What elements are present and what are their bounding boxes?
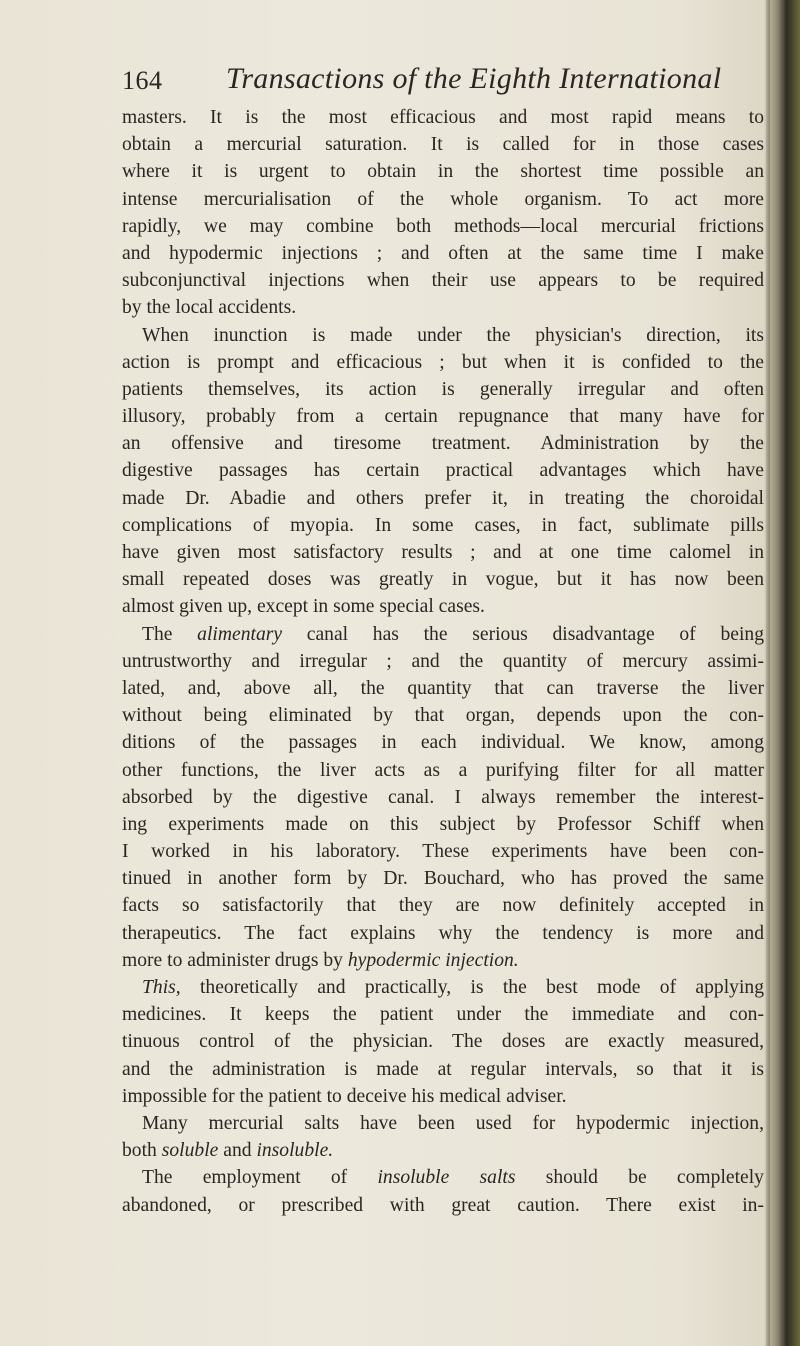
text-line: impossible for the patient to deceive his medical adviser. <box>122 1085 567 1107</box>
text-line: without being eliminated by that organ, depends upon the con- <box>122 705 764 727</box>
text-line: absorbed by the digestive canal. I always remember the interest- <box>122 786 764 808</box>
paragraph-start-line <box>122 974 764 1001</box>
text-line: other functions, the liver acts as a purifying filter for all matter <box>122 759 764 781</box>
text-run: theoretically and practically, is the best mode of applying <box>180 977 764 998</box>
text-run: should be completely <box>515 1167 764 1189</box>
paragraph-start-line: Many mercurial salts have been used for hypodermic injection, <box>142 1112 764 1134</box>
text-line: small repeated doses was greatly in vogue, but it has now been <box>122 569 764 591</box>
paragraph-start-line <box>122 1164 764 1191</box>
text-run: The employment of <box>142 1167 378 1189</box>
paragraph-start-line <box>122 621 764 648</box>
text-line: ing experiments made on this subject by Professor Schiff when <box>122 813 764 835</box>
text-line: where it is urgent to obtain in the shortest time possible an <box>122 161 764 183</box>
italic-text: This, <box>142 977 181 998</box>
book-binding-edge <box>766 0 800 1346</box>
running-header <box>122 62 742 102</box>
text-line: patients themselves, its action is generally irregular and often <box>122 378 764 400</box>
text-line: ditions of the passages in each individual. We know, among <box>122 732 764 754</box>
text-line: have given most satisfactory results ; and at one time calomel in <box>122 542 764 563</box>
italic-text: hypodermic injection. <box>347 949 519 971</box>
text-line: illusory, probably from a certain repugnance that many have for <box>122 406 764 428</box>
text-run: and <box>218 1140 257 1162</box>
text-run: more to administer drugs by <box>122 949 348 971</box>
text-line: intense mercurialisation of the whole organism. To act more <box>122 188 764 210</box>
text-line: masters. It is the most efficacious and most rapid means to <box>122 107 764 128</box>
italic-text: insoluble salts <box>377 1167 516 1189</box>
text-line <box>122 947 764 974</box>
text-line: medicines. It keeps the patient under the immediate and con- <box>122 1004 764 1026</box>
text-line: complications of myopia. In some cases, in fact, sublimate pills <box>122 514 764 536</box>
text-run: The <box>142 623 198 645</box>
running-header-title: Transactions of the Eighth International <box>226 62 722 95</box>
text-line: therapeutics. The fact explains why the tendency is more and <box>122 922 764 944</box>
page-gutter-shadow <box>764 0 770 1346</box>
italic-text: insoluble. <box>256 1140 334 1162</box>
text-line: facts so satisfactorily that they are now definitely accepted in <box>122 895 764 917</box>
text-line: I worked in his laboratory. These experiments have been con- <box>122 841 764 863</box>
body-text <box>122 104 764 1219</box>
text-line: tinuous control of the physician. The doses are exactly measured, <box>122 1031 764 1053</box>
text-line: and the administration is made at regular intervals, so that it is <box>122 1058 764 1080</box>
page-number: 164 <box>122 66 163 95</box>
text-line: abandoned, or prescribed with great caution. There exist in- <box>122 1194 764 1216</box>
text-line: subconjunctival injections when their use appears to be required <box>122 270 764 292</box>
text-line: and hypodermic injections ; and often at the same time I make <box>122 242 764 264</box>
paragraph-start-line: When inunction is made under the physician's direction, its <box>142 324 764 346</box>
text-line: made Dr. Abadie and others prefer it, in treating the choroidal <box>122 487 764 509</box>
text-run: both <box>122 1140 162 1162</box>
text-line: an offensive and tiresome treatment. Administration by the <box>122 433 764 455</box>
italic-text: alimentary <box>197 623 283 645</box>
italic-text: soluble <box>161 1140 219 1162</box>
text-line: almost given up, except in some special cases. <box>122 596 485 618</box>
text-line: tinued in another form by Dr. Bouchard, who has proved the same <box>122 868 764 890</box>
text-run: canal has the serious disadvantage of being <box>282 623 764 645</box>
text-line: digestive passages has certain practical advantages which have <box>122 460 764 482</box>
text-line: by the local accidents. <box>122 297 297 319</box>
text-line: obtain a mercurial saturation. It is called for in those cases <box>122 134 764 156</box>
text-line: rapidly, we may combine both methods—local mercurial frictions <box>122 215 764 237</box>
text-line: untrustworthy and irregular ; and the quantity of mercury assimi- <box>122 650 764 672</box>
text-line: lated, and, above all, the quantity that can traverse the liver <box>122 677 764 699</box>
text-line <box>122 1137 764 1164</box>
text-line: action is prompt and efficacious ; but when it is confided to the <box>122 351 764 373</box>
